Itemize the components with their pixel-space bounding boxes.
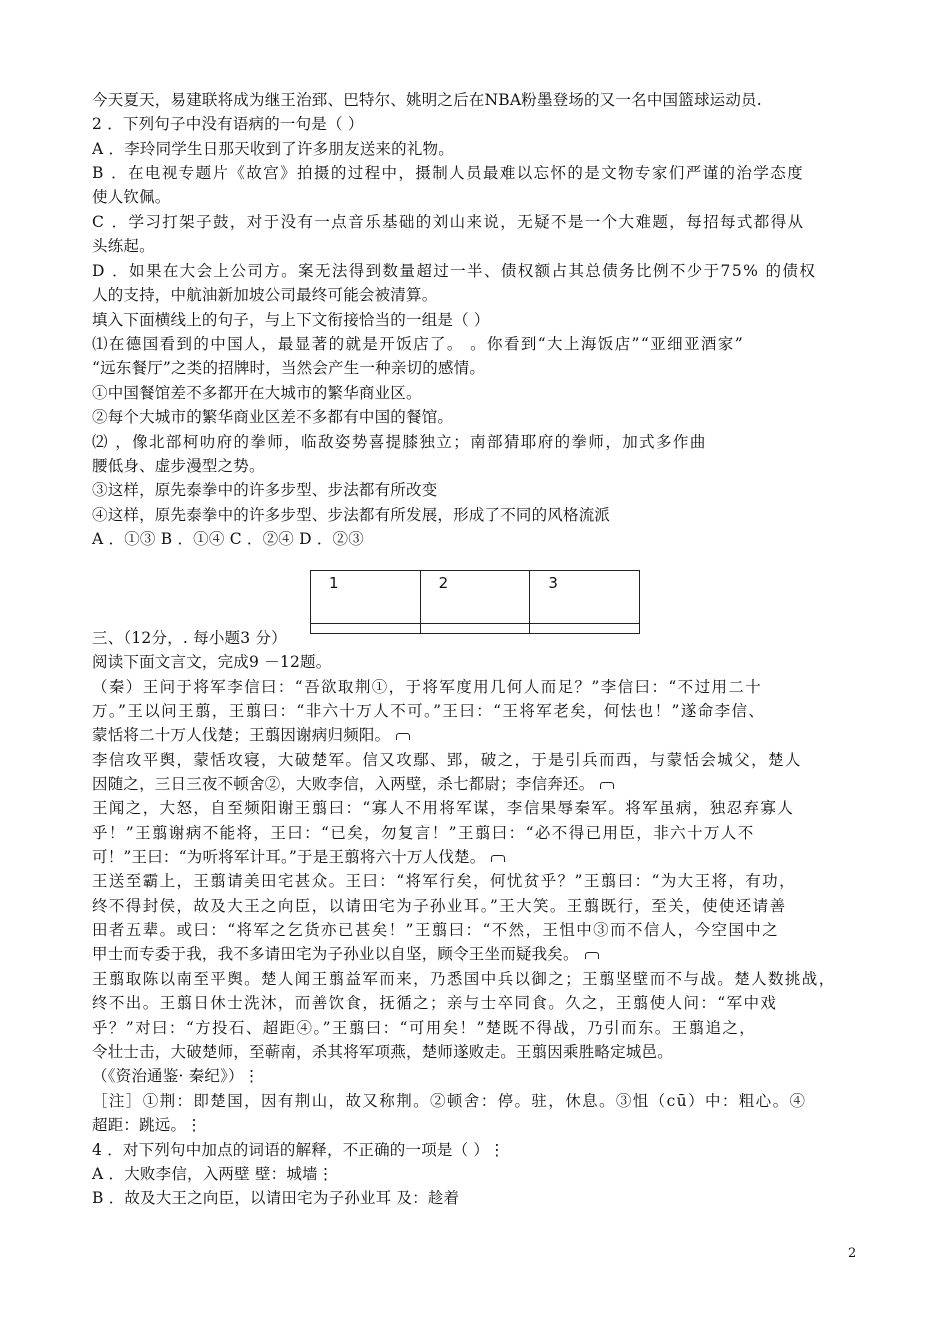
text-line: “远东餐厅”之类的招牌时，当然会产生一种亲切的感情。 xyxy=(92,359,486,377)
text-line: 人的支持，中航油新加坡公司最终可能会被清算。 xyxy=(92,286,438,304)
table-row xyxy=(311,571,640,624)
text-line: C ．学习打架子鼓，对于没有一点音乐基础的刘山来说，无疑不是一个大难题，每招每式都得从 xyxy=(92,213,805,231)
text-line: 4 ．对下列句中加点的词语的解释，不正确的一项是（ ）⋮ xyxy=(92,1141,505,1159)
text-line: 终不出。王翦日休士洗沐，而善饮食，抚循之；亲与士卒同食。久之，王翦使人问：“军中戏 xyxy=(92,994,778,1012)
text-line: 2 ．下列句子中没有语病的一句是（ ） xyxy=(92,115,364,133)
text-line: 万。”王以问王翦，王翦曰：“非六十万人不可。”王曰：“王将军老矣，何怯也！”遂命李信、 xyxy=(92,702,766,720)
text-line: 令壮士击，大破楚师，至蕲南，杀其将军项燕，楚师遂败走。王翦因乘胜略定城邑。 xyxy=(92,1043,673,1061)
text-line: 使人钦佩。 xyxy=(92,188,171,206)
table-cell xyxy=(530,624,640,634)
text-line: 头练起。 xyxy=(92,237,155,255)
text-line: 超距：跳远。⋮ xyxy=(92,1116,202,1134)
table-cell xyxy=(311,624,421,634)
text-line: A ．①③ B ．①④ C ．②④ D ．②③ xyxy=(92,530,364,548)
table-cell: 1 xyxy=(311,571,421,624)
table-cell xyxy=(420,624,530,634)
table-cell: 3 xyxy=(530,571,640,624)
text-line: （《资治通鉴· 秦纪》）⋮ xyxy=(92,1067,260,1085)
text-line: 蒙恬将二十万人伐楚；王翦因谢病归频阳。 xyxy=(92,723,867,747)
text-line: 王翦取陈以南至平舆。楚人闻王翦益军而来，乃悉国中兵以御之；王翦坚壁而不与战。楚人数挑战， xyxy=(92,970,836,988)
paragraph-mark-icon xyxy=(600,782,614,789)
text-line: B ．在电视专题片《故宫》拍摄的过程中，摄制人员最难以忘怀的是文物专家们严谨的治学态度 xyxy=(92,164,805,182)
page-number: 2 xyxy=(848,1246,857,1261)
text-line: 三、（12分，. 每小题3 分） xyxy=(92,629,287,647)
paragraph-mark-icon xyxy=(491,855,505,862)
text-line: 甲士而专委于我，我不多请田宅为子孙业以自坚，顾令王坐而疑我矣。 xyxy=(92,942,867,966)
text-line: ［注］①荆：即楚国，因有荆山，故又称荆。②顿舍：停。驻，休息。③怚（cū）中：粗心。④ xyxy=(92,1092,807,1110)
text-line: 李信攻平舆，蒙恬攻寝，大破楚军。信又攻鄢、郢，破之，于是引兵而西，与蒙恬会城父，楚人 xyxy=(92,751,802,769)
text-line: 终不得封侯，故及大王之向臣，以请田宅为子孙业耳。”王大笑。王翦既行，至关，使使还请善 xyxy=(92,897,787,915)
text-line: 乎？”对曰：“方投石、超距④。”王翦曰：“可用矣！”楚既不得战，乃引而东。王翦追之， xyxy=(92,1019,757,1037)
text-line: B ．故及大王之向臣，以请田宅为子孙业耳 及：趁着 xyxy=(92,1189,460,1207)
table-cell: 2 xyxy=(420,571,530,624)
text-line: A ．李玲同学生日那天收到了许多朋友送来的礼物。 xyxy=(92,140,454,158)
text-line: ①中国餐馆差不多都开在大城市的繁华商业区。 xyxy=(92,384,422,402)
text-line: ④这样，原先泰拳中的许多步型、步法都有所发展，形成了不同的风格流派 xyxy=(92,506,611,524)
text-line: 可！”王曰：“为听将军计耳。”于是王翦将六十万人伐楚。 xyxy=(92,845,867,869)
text-line: 腰低身、虚步漫型之势。 xyxy=(92,457,265,475)
text-line: ②每个大城市的繁华商业区差不多都有中国的餐馆。 xyxy=(92,408,454,426)
paragraph-mark-icon xyxy=(585,952,599,959)
text-line: 田者五辈。或曰：“将军之乞货亦已甚矣！”王翦曰：“不然，王怚中③而不信人，今空国中之 xyxy=(92,921,780,939)
text-line: 因随之，三日三夜不顿舍②，大败李信，入两壁，杀七都尉；李信奔还。 xyxy=(92,772,867,796)
text-line: ⑴在德国看到的中国人，最显著的就是开饭店了。 。你看到“大上海饭店”“亚细亚酒家” xyxy=(92,335,745,353)
text-line: 填入下面横线上的句子，与上下文衔接恰当的一组是（ ） xyxy=(92,311,490,329)
paragraph-mark-icon xyxy=(396,733,410,740)
text-line: ③这样，原先泰拳中的许多步型、步法都有所改变 xyxy=(92,481,438,499)
text-line: 王送至霸上，王翦请美田宅甚众。王曰：“将军行矣，何忧贫乎？”王翦曰：“为大王将，有功， xyxy=(92,872,796,890)
text-line: 乎！”王翦谢病不能将，王曰：“已矣，勿复言！”王翦曰：“必不得已用臣，非六十万人不 xyxy=(92,824,755,842)
text-line: A ．大败李信，入两壁 壁：城墙⋮ xyxy=(92,1165,334,1183)
text-line: D ．如果在大会上公司方。案无法得到数量超过一半、债权额占其总债务比例不少于75% 的债权 xyxy=(92,262,817,280)
answer-table xyxy=(310,570,640,634)
text-line: 王闻之，大怒，自至频阳谢王翦曰：“寡人不用将军谋，李信果辱秦军。将军虽病，独忍弃寡人 xyxy=(92,799,795,817)
text-line: 阅读下面文言文，完成9 －12题。 xyxy=(92,653,332,671)
table-row xyxy=(311,624,640,634)
text-line: 今天夏天，易建联将成为继王治郅、巴特尔、姚明之后在NBA粉墨登场的又一名中国篮球运动员. xyxy=(92,91,762,109)
text-line: ⑵ ，像北部柯叻府的拳师，临敌姿势喜提膝独立；南部猜耶府的拳师，加式多作曲 xyxy=(92,433,707,451)
text-line: （秦）王问于将军李信曰：“吾欲取荆①，于将军度用几何人而足？”李信曰：“不过用二十 xyxy=(92,678,763,696)
